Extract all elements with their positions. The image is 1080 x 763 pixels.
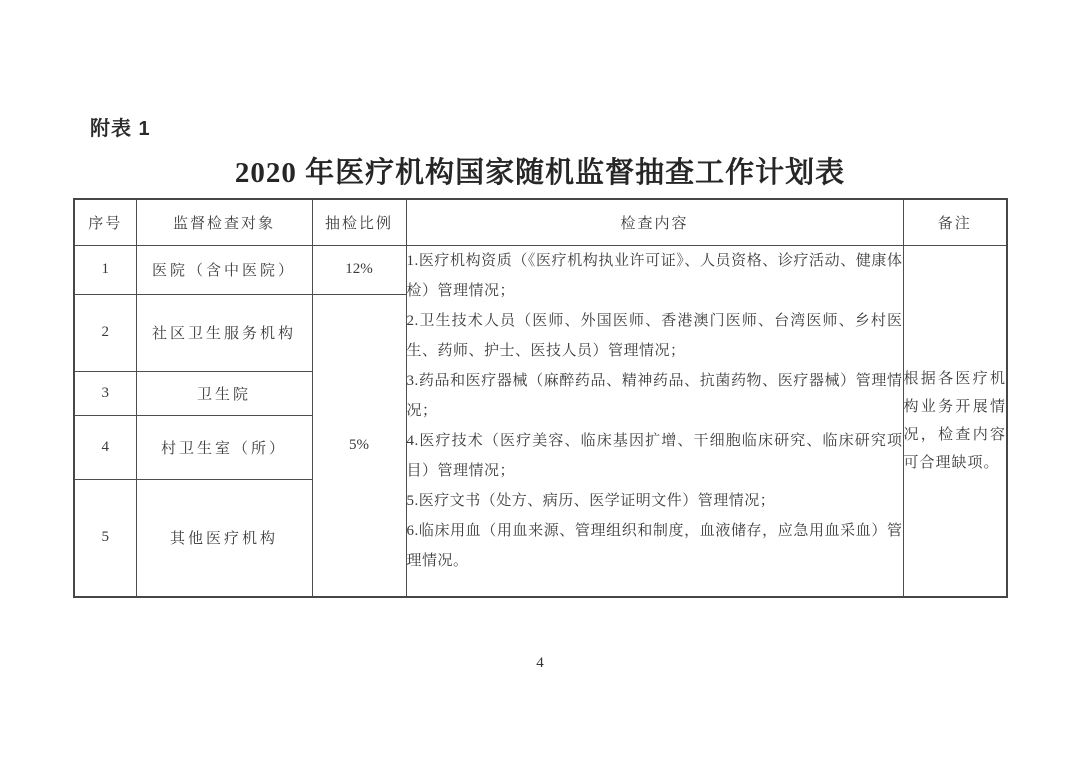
inspection-content-cell xyxy=(406,245,903,597)
row-target: 卫生院 xyxy=(136,371,312,415)
page-number: 4 xyxy=(536,655,544,671)
row-number: 5 xyxy=(74,479,136,597)
content-item: 4.医疗技术（医疗美容、临床基因扩增、干细胞临床研究、临床研究项目）管理情况； xyxy=(406,432,903,479)
content-item: 6.临床用血（用血来源、管理组织和制度，血液储存，应急用血采血）管理情况。 xyxy=(406,522,903,569)
col-header-content: 检查内容 xyxy=(406,199,903,245)
row-ratio: 12% xyxy=(312,245,406,294)
table-row xyxy=(74,245,1007,294)
content-item: 5.医疗文书（处方、病历、医学证明文件）管理情况； xyxy=(406,492,776,509)
appendix-label: 附表 1 xyxy=(90,118,151,140)
col-header-serial: 序号 xyxy=(74,199,136,245)
col-header-remark: 备注 xyxy=(903,199,1007,245)
col-header-ratio: 抽检比例 xyxy=(312,199,406,245)
row-target: 其他医疗机构 xyxy=(136,479,312,597)
row-number: 4 xyxy=(74,415,136,479)
content-item: 2.卫生技术人员（医师、外国医师、香港澳门医师、台湾医师、乡村医生、药师、护士、医技人员）管理情况； xyxy=(406,312,903,359)
row-target: 村卫生室（所） xyxy=(136,415,312,479)
row-number: 2 xyxy=(74,294,136,371)
row-number: 3 xyxy=(74,371,136,415)
row-number: 1 xyxy=(74,245,136,294)
page-title: 2020 年医疗机构国家随机监督抽查工作计划表 xyxy=(234,157,846,189)
table-header-row xyxy=(74,199,1007,245)
row-target: 社区卫生服务机构 xyxy=(136,294,312,371)
content-item: 1.医疗机构资质（《医疗机构执业许可证》、人员资格、诊疗活动、健康体检）管理情况； xyxy=(406,252,903,299)
content-item: 3.药品和医疗器械（麻醉药品、精神药品、抗菌药物、医疗器械）管理情况； xyxy=(406,372,903,419)
remark-cell: 根据各医疗机构业务开展情况，检查内容可合理缺项。 xyxy=(903,245,1007,597)
row-target: 医院（含中医院） xyxy=(136,245,312,294)
merged-ratio-cell: 5% xyxy=(312,294,406,597)
col-header-target: 监督检查对象 xyxy=(136,199,312,245)
plan-table xyxy=(73,198,1008,598)
